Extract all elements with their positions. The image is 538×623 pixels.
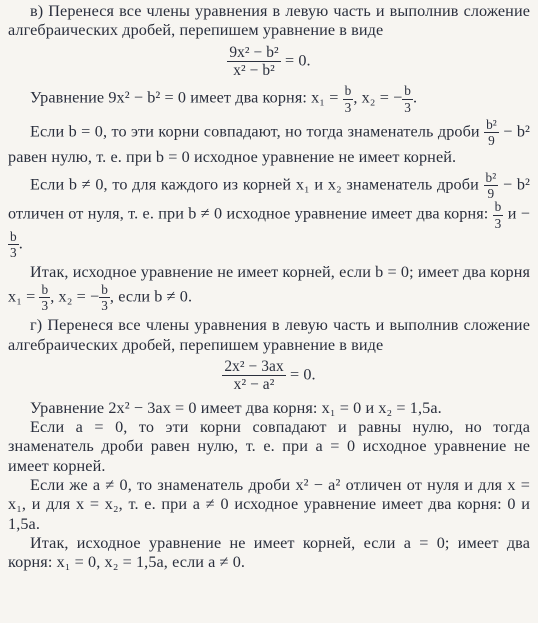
paragraph-g-conclusion: Итак, исходное уравнение не имеет корней, если a = 0; имеет два корня: x₁ = 0, x₂ = 1,5a, если a ≠ 0. [8,533,530,572]
paragraph-g-a-zero: Если a = 0, то эти корни совпадают и равны нулю, но тогда знаменатель дроби равен нулю, т. е. при a = 0 исходное уравнение не имеет корней. [8,418,530,475]
fraction-denominator: 3 [344,99,352,115]
fraction-denominator: 9 [487,186,495,202]
fraction-b-over-3 [99,283,110,313]
fraction-numerator: b [101,281,108,297]
equation-v-fraction [227,45,280,79]
fraction-b-over-3 [493,200,504,230]
fraction-b-over-3 [39,283,50,313]
paragraph-v-b-zero [8,118,530,167]
fraction-numerator: b [344,83,352,99]
fraction-denominator: 9 [488,133,495,149]
fraction-denominator: 3 [404,99,412,115]
fraction-b-over-3 [402,84,413,114]
text-run: Если b = 0, то эти корни совпадают, но тогда знаменатель дроби [30,122,485,141]
paragraph-v-roots [8,84,530,114]
text-run: − b² равен нулю, т. е. при b = 0 исходное уравнение не имеет корней. [8,122,531,166]
fraction-denominator: 3 [10,245,17,261]
fraction-b-over-3 [343,84,354,114]
fraction-denominator: 3 [101,298,108,314]
text-run: , x₂ = − [353,88,403,107]
equation-v [8,45,530,79]
equation-g-numerator: 2x² − 3ax [224,357,284,375]
text-run: , если b ≠ 0. [109,287,193,306]
fraction-numerator: b [10,228,17,244]
equation-g-fraction [222,359,285,393]
text-run: Если b ≠ 0, то для каждого из корней x₁ и x₂ знаменатель дроби [30,175,484,194]
paragraph-g-roots: Уравнение 2x² − 3ax = 0 имеет два корня: x₁ = 0 и x₂ = 1,5a. [30,398,442,417]
text-run: , x₂ = − [50,287,100,306]
paragraph-g-intro: г) Перенеся все члены уравнения в левую часть и выполнив сложение алгебраических дробей, перепишем уравнение в виде [8,316,530,354]
fraction-b2-over-9 [484,171,499,201]
fraction-denominator: 3 [494,215,502,231]
fraction-b-over-3 [8,230,19,260]
fraction-numerator: b [41,281,49,297]
text-run: . [18,234,23,253]
paragraph-v-conclusion [8,263,530,312]
fraction-denominator: 3 [41,298,49,314]
text-run: Итак, исходное уравнение не имеет корней, если b = 0; имеет два корня x₁ = [8,263,530,306]
equation-v-numerator: 9x² − b² [229,43,279,61]
fraction-numerator: b² [485,169,497,185]
text-run: − b² отличен от нуля, т. е. при b ≠ 0 исходное уравнение имеет два корня: [8,175,531,223]
paragraph-v-intro: в) Перенеся все члены уравнения в левую часть и выполнив сложение алгебраических дробей, перепишем уравнение в виде [8,2,530,40]
paragraph-v-b-nonzero [8,171,530,260]
paragraph-g-a-nonzero: Если же a ≠ 0, то знаменатель дроби x² − a² отличен от нуля и для x = x₁, и для x = x₂, т. е. при a ≠ 0 исходное уравнение имеет два корня: 0 и 1,5a. [8,475,530,533]
text-run: . [413,88,418,107]
fraction-numerator: b [404,83,412,99]
text-run: и − [503,204,530,223]
fraction-numerator: b² [486,116,497,132]
fraction-b2-over-9 [484,118,499,148]
equation-g-rhs: = 0. [289,365,316,384]
equation-g-denominator: x² − a² [233,376,275,394]
equation-g [8,359,530,393]
fraction-numerator: b [494,199,502,215]
textbook-page [8,2,530,572]
equation-v-rhs: = 0. [284,51,311,70]
text-run: Уравнение 9x² − b² = 0 имеет два корня: x₁ = [30,88,343,107]
equation-v-denominator: x² − b² [233,61,275,79]
